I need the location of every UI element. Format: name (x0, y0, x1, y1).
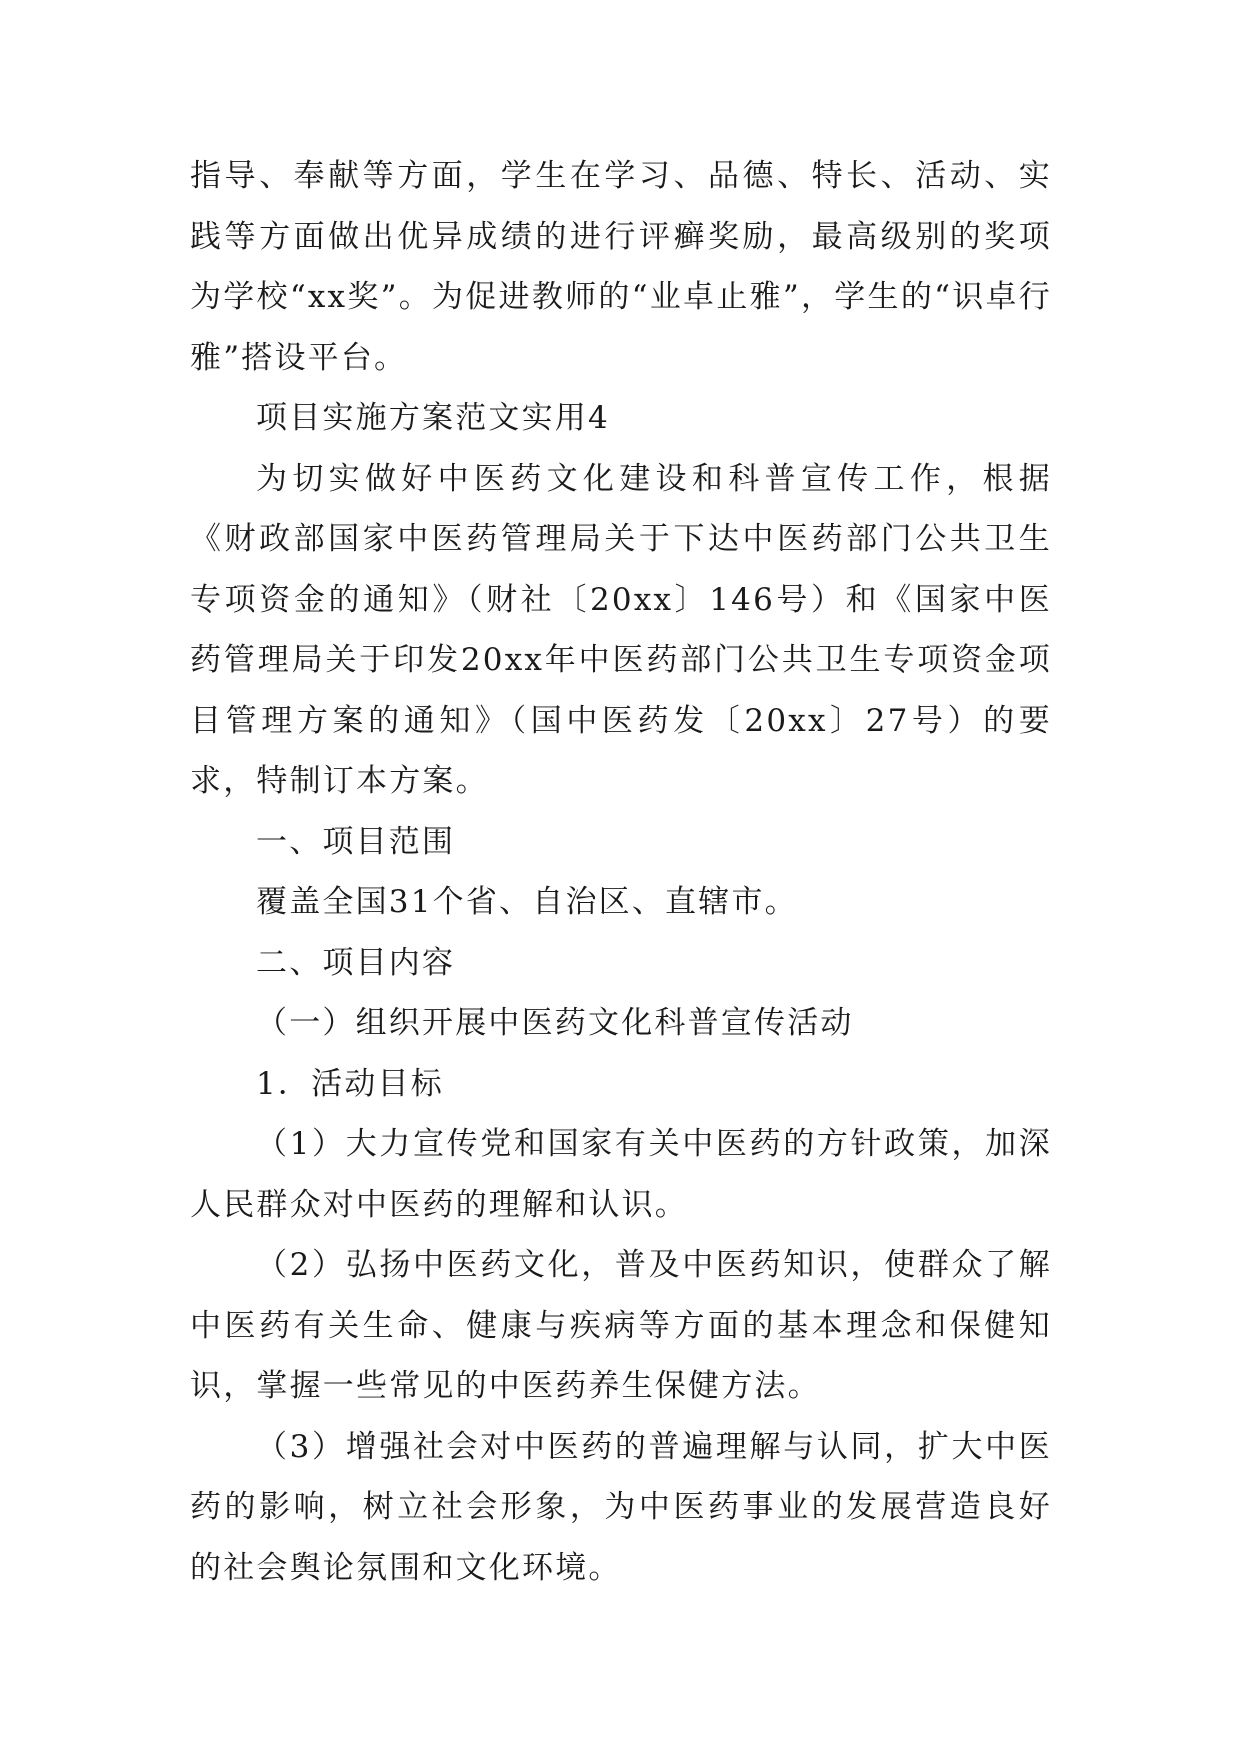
document-body (190, 146, 1052, 1598)
paragraph-continuation: 指导、奉献等方面，学生在学习、品德、特长、活动、实践等方面做出优异成绩的进行评癣奖励，最高级别的奖项为学校“xx奖”。为促进教师的“业卓止雅”，学生的“识卓行雅”搭设平台。 (190, 158, 1052, 376)
section-heading: 项目实施方案范文实用4 (256, 400, 610, 436)
heading-project-scope: 一、项目范围 (256, 823, 456, 860)
subheading-activities: （一）组织开展中医药文化科普宣传活动 (256, 1005, 854, 1041)
subheading-goals: 1．活动目标 (256, 1065, 444, 1102)
list-item: （3）增强社会对中医药的普遍理解与认同，扩大中医药的影响，树立社会形象，为中医药事业的发展营造良好的社会舆论氛围和文化环境。 (190, 1428, 1052, 1586)
paragraph-intro: 为切实做好中医药文化建设和科普宣传工作，根据《财政部国家中医药管理局关于下达中医药部门公共卫生专项资金的通知》（财社〔20xx〕146号）和《国家中医药管理局关于印发20xx年中医药部门公共卫生专项资金项目管理方案的通知》（国中医药发〔20xx〕27号）的要求，特制订本方案。 (190, 460, 1052, 799)
list-item: （1）大力宣传党和国家有关中医药的方针政策，加深人民群众对中医药的理解和认识。 (190, 1126, 1052, 1223)
paragraph-scope: 覆盖全国31个省、自治区、直辖市。 (256, 884, 798, 920)
heading-project-content: 二、项目内容 (256, 944, 456, 981)
list-item: （2）弘扬中医药文化，普及中医药知识，使群众了解中医药有关生命、健康与疾病等方面的基本理念和保健知识，掌握一些常见的中医药养生保健方法。 (190, 1247, 1052, 1404)
